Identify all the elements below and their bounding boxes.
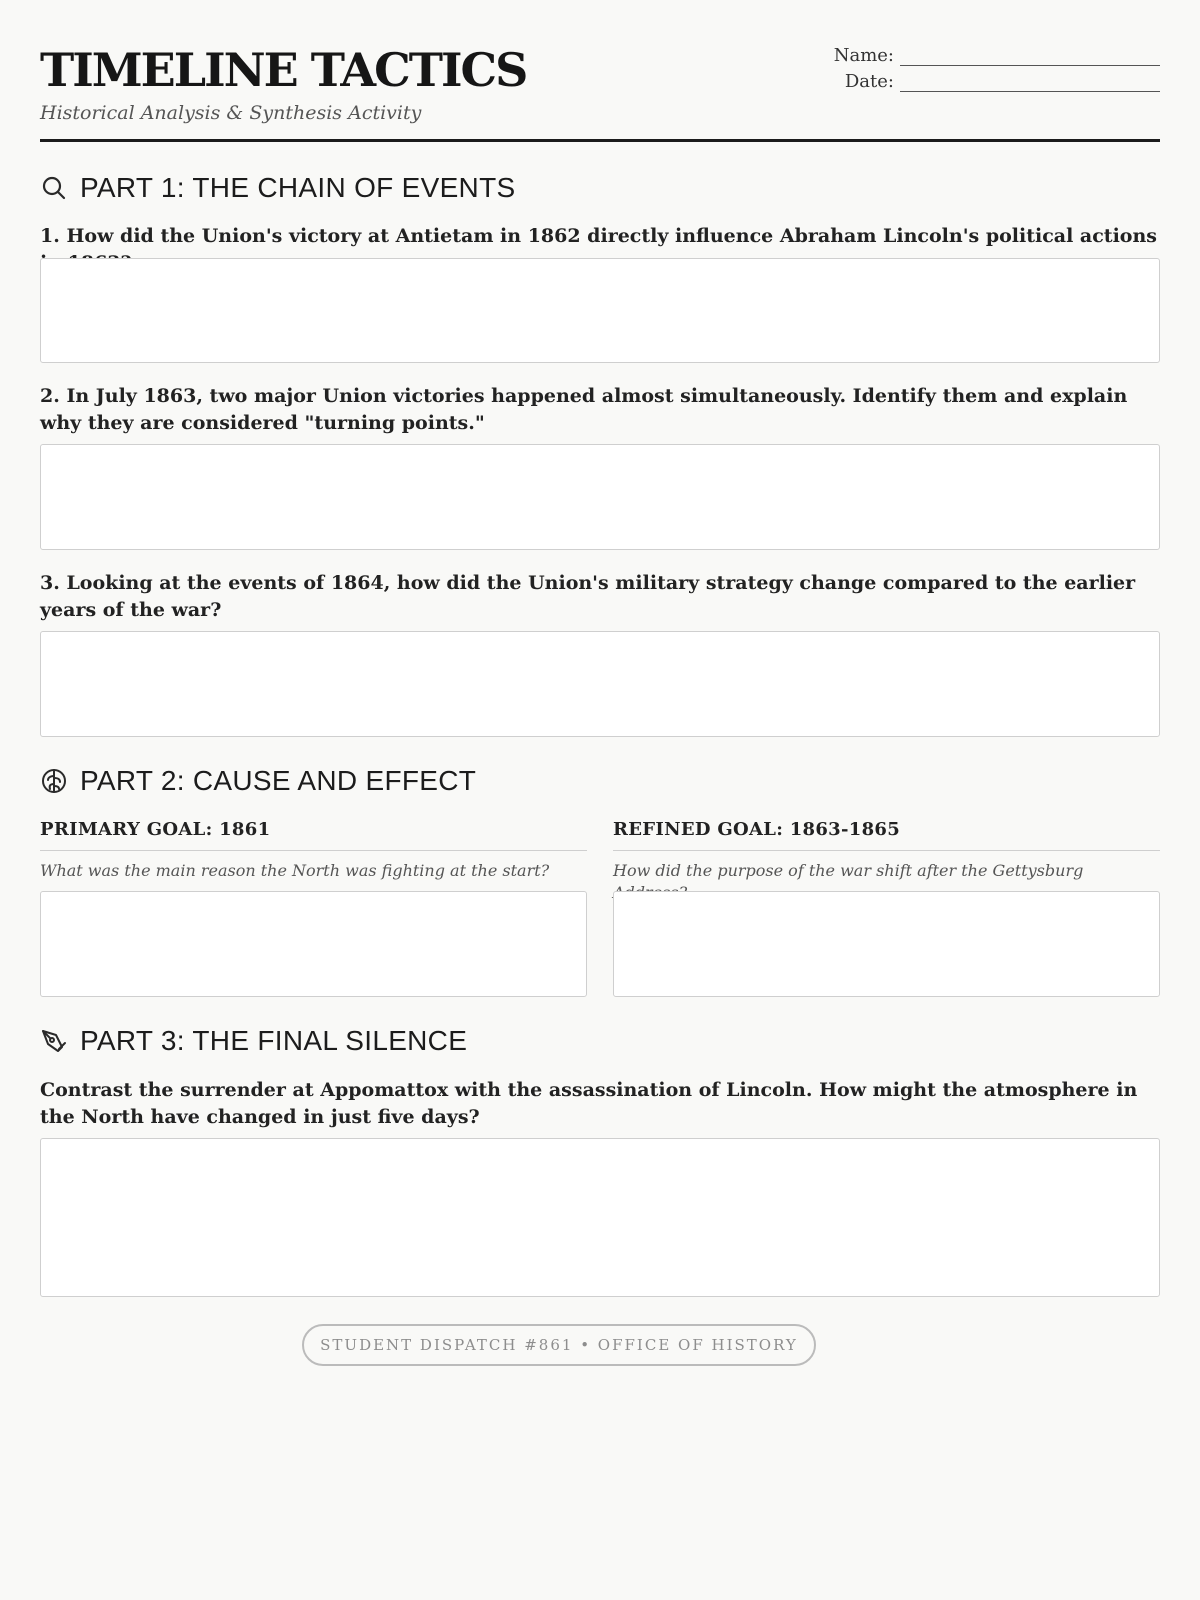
answer-box-2[interactable] xyxy=(40,444,1160,550)
part3-heading: PART 3: THE FINAL SILENCE xyxy=(80,1025,468,1056)
refined-goal-title: REFINED GOAL: 1863-1865 xyxy=(613,819,901,840)
name-row xyxy=(830,40,1160,66)
page-title: TIMELINE TACTICS xyxy=(40,43,527,97)
primary-goal-divider xyxy=(40,850,587,851)
name-label: Name: xyxy=(833,45,894,66)
question-1: 1. How did the Union's victory at Antietam in 1862 directly influence Abraham Lincoln's political actions xyxy=(40,225,1157,247)
refined-goal-answer-box[interactable] xyxy=(613,891,1160,997)
part1-heading-row xyxy=(40,172,515,204)
answer-box-1[interactable] xyxy=(40,258,1160,363)
part1-heading: PART 1: THE CHAIN OF EVENTS xyxy=(80,172,516,203)
student-info xyxy=(830,40,1160,92)
worksheet-page xyxy=(40,0,1160,1128)
date-row xyxy=(830,66,1160,92)
part2-heading: PART 2: CAUSE AND EFFECT xyxy=(80,765,477,796)
refined-goal-divider xyxy=(613,850,1160,851)
footer-text: STUDENT DISPATCH #861 • OFFICE OF HISTORY xyxy=(320,1336,798,1354)
refined-goal-prompt: How did the purpose of the war shift after the Gettysburg xyxy=(613,861,1084,880)
date-field[interactable] xyxy=(900,71,1160,92)
question-2: 2. In July 1863, two major Union victories happened almost simultaneously. Identify them and explain why they are considered "turning points." xyxy=(40,385,1128,434)
search-icon xyxy=(40,174,68,202)
answer-box-3[interactable] xyxy=(40,631,1160,737)
question-3: 3. Looking at the events of 1864, how did the Union's military strategy change compared to the earlier years of the war? xyxy=(40,572,1136,621)
question-4: Contrast the surrender at Appomattox with the assassination of Lincoln. How might the atmosphere in the North have changed in just five days? xyxy=(40,1079,1138,1128)
worksheet-header xyxy=(40,0,1160,142)
primary-goal-title: PRIMARY GOAL: 1861 xyxy=(40,819,271,840)
answer-box-4[interactable] xyxy=(40,1138,1160,1297)
footer-badge xyxy=(302,1324,816,1366)
page-subtitle: Historical Analysis & Synthesis Activity xyxy=(40,102,422,124)
date-label: Date: xyxy=(844,71,894,92)
pen-nib-icon xyxy=(40,1027,68,1055)
primary-goal-prompt: What was the main reason the North was fighting at the start? xyxy=(40,861,550,880)
name-field[interactable] xyxy=(900,45,1160,66)
brain-icon xyxy=(40,767,68,795)
part3-heading-row xyxy=(40,1025,467,1057)
part2-heading-row xyxy=(40,765,476,797)
primary-goal-answer-box[interactable] xyxy=(40,891,587,997)
